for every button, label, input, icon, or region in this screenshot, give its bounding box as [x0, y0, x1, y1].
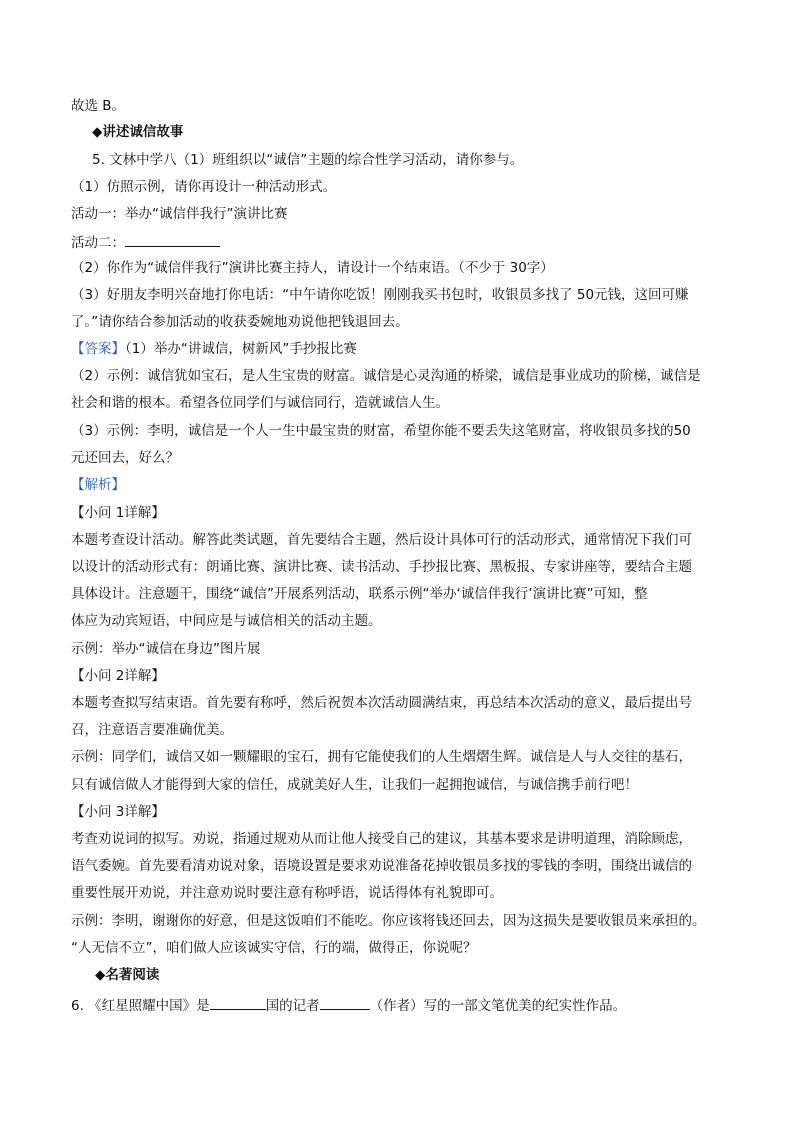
text-line: （3）示例：李明，诚信是一个人一生中最宝贵的财富，希望你能不要丢失这笔财富，将收银员多找的50 — [71, 423, 691, 439]
question-text: （作者）写的一部文笔优美的纪实性作品。 — [369, 998, 627, 1014]
answer-blank — [320, 995, 370, 1010]
text-line: 示例：李明，谢谢你的好意，但是这饭咱们不能吃。你应该将钱还回去，因为这损失是要收银员来承担的。 — [71, 913, 706, 929]
text-line: 本题考查拟写结束语。首先要有称呼，然后祝贺本次活动圆满结束，再总结本次活动的意义，最后提出号 — [71, 695, 692, 711]
sub-question-heading: 【小问 1详解】 — [71, 505, 165, 521]
sub-question-heading: 【小问 2详解】 — [71, 668, 165, 684]
text-line: （2）示例：诚信犹如宝石，是人生宝贵的财富。诚信是心灵沟通的桥梁，诚信是事业成功的阶梯，诚信是 — [71, 368, 701, 384]
text-line: 社会和谐的根本。希望各位同学们与诚信同行，造就诚信人生。 — [71, 395, 449, 411]
text-line: 只有诚信做人才能得到大家的信任，成就美好人生，让我们一起拥抱诚信，与诚信携手前行吧！ — [71, 777, 638, 793]
answer-text: （1）举办“讲诚信，树新风”手抄报比赛 — [125, 341, 357, 357]
text-line: 示例：同学们，诚信又如一颗耀眼的宝石，拥有它能使我们的人生熠熠生辉。诚信是人与人交往的基石， — [71, 749, 692, 765]
text-line: 了。”请你结合参加活动的收获委婉地劝说他把钱退回去。 — [71, 314, 409, 330]
section-heading: ◆名著阅读 — [95, 967, 160, 983]
answer-blank — [125, 232, 220, 247]
text-line: 本题考查设计活动。解答此类试题，首先要结合主题，然后设计具体可行的活动形式，通常情况下我们可 — [71, 532, 692, 548]
answer-blank — [210, 995, 266, 1010]
answer-line — [71, 340, 731, 358]
text-line: （3）好朋友李明兴奋地打你电话：“中午请你吃饭！刚刚我买书包时，收银员多找了 50元钱，这回可赚 — [71, 287, 689, 303]
text-line: （1）仿照示例，请你再设计一种活动形式。 — [71, 179, 337, 195]
sub-question-heading: 【小问 3详解】 — [71, 804, 165, 820]
text-line: 召，注意语言要准确优美。 — [71, 722, 233, 738]
activity-two-label: 活动二： — [71, 235, 125, 251]
analysis-tag: 【解析】 — [71, 477, 125, 493]
question-text: 6. 《红星照耀中国》是 — [71, 998, 210, 1014]
question-6 — [71, 995, 731, 1015]
text-line: 体应为动宾短语，中间应是与诚信相关的活动主题。 — [71, 613, 382, 629]
text-line: 元还回去，好么？ — [71, 450, 179, 466]
text-line — [71, 232, 731, 252]
question-5: 5. 文林中学八（1）班组织以“诚信”主题的综合性学习活动，请你参与。 — [92, 152, 524, 168]
text-line: 活动一：举办“诚信伴我行”演讲比赛 — [71, 206, 288, 222]
text-line: 语气委婉。首先要看清劝说对象，语境设置是要求劝说准备花掉收银员多找的零钱的李明，围绕出诚信的 — [71, 858, 692, 874]
text-line: 故选 B。 — [71, 98, 126, 114]
text-line: 重要性展开劝说，并注意劝说时要注意有称呼语，说话得体有礼貌即可。 — [71, 885, 503, 901]
text-line: “人无信不立”，咱们做人应该诚实守信，行的端，做得正，你说呢？ — [71, 940, 477, 956]
text-line: 考查劝说词的拟写。劝说，指通过规劝从而让他人接受自己的建议，其基本要求是讲明道理，消除顾虑， — [71, 831, 692, 847]
answer-tag: 【答案】 — [71, 341, 125, 357]
text-line: （2）你作为“诚信伴我行”演讲比赛主持人，请设计一个结束语。（不少于 30字） — [71, 260, 554, 276]
text-line: 示例：举办“诚信在身边”图片展 — [71, 641, 261, 657]
question-text: 国的记者 — [265, 998, 320, 1014]
text-line: 以设计的活动形式有：朗诵比赛、演讲比赛、读书活动、手抄报比赛、黑板报、专家讲座等，要结合主题 — [71, 559, 692, 575]
text-line: 具体设计。注意题干，围绕“诚信”开展系列活动，联系示例“举办‘诚信伴我行’演讲比赛”可知，整 — [71, 586, 648, 602]
section-heading: ◆讲述诚信故事 — [92, 124, 184, 140]
